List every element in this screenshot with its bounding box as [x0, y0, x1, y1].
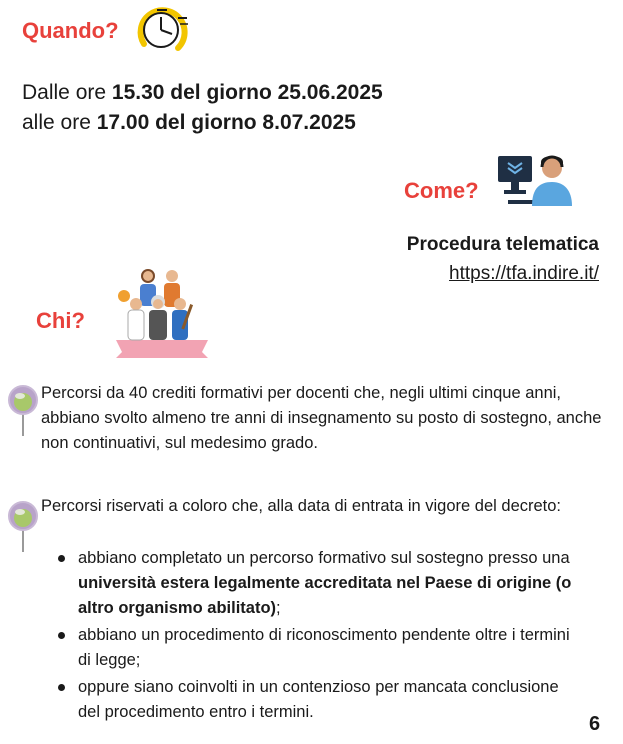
clock-icon — [134, 4, 190, 56]
indire-link[interactable]: https://tfa.indire.it/ — [449, 263, 599, 284]
computer-user-icon — [496, 150, 576, 208]
map-pin-icon — [6, 384, 40, 436]
when-start-line: Dalle ore 15.30 del giorno 25.06.2025 — [22, 81, 383, 104]
page-number: 6 — [589, 713, 601, 735]
procedure-label: Procedura telematica — [406, 234, 599, 255]
who-paragraph-2: Percorsi riservati a coloro che, alla data di entrata in vigore del decreto: — [41, 497, 562, 515]
who-heading: Chi? — [36, 308, 85, 333]
list-item: abbiano un procedimento di riconoscimento pendente oltre i termini di legge; — [54, 623, 574, 673]
how-heading: Come? — [404, 178, 479, 203]
when-heading: Quando? — [22, 18, 119, 43]
who-paragraph-1: Percorsi da 40 crediti formativi per docenti che, negli ultimi cinque anni, abbiano svolto almeno tre anni di insegnamento su posto di sostegno, anche non continuativi, sul medesimo grado. — [41, 384, 602, 452]
when-end-line: alle ore 17.00 del giorno 8.07.2025 — [22, 111, 356, 134]
map-pin-icon — [6, 500, 40, 552]
bullet-dot — [58, 632, 65, 639]
bullet-dot — [58, 684, 65, 691]
people-group-icon — [112, 266, 212, 358]
list-item: abbiano completato un percorso formativo sul sostegno presso una università estera legalmente accreditata nel Paese di origine (o altro organismo abilitato); — [54, 546, 574, 621]
requirements-list — [54, 546, 574, 727]
bullet-dot — [58, 555, 65, 562]
list-item: oppure siano coinvolti in un contenzioso per mancata conclusione del procedimento entro i termini. — [54, 675, 574, 725]
